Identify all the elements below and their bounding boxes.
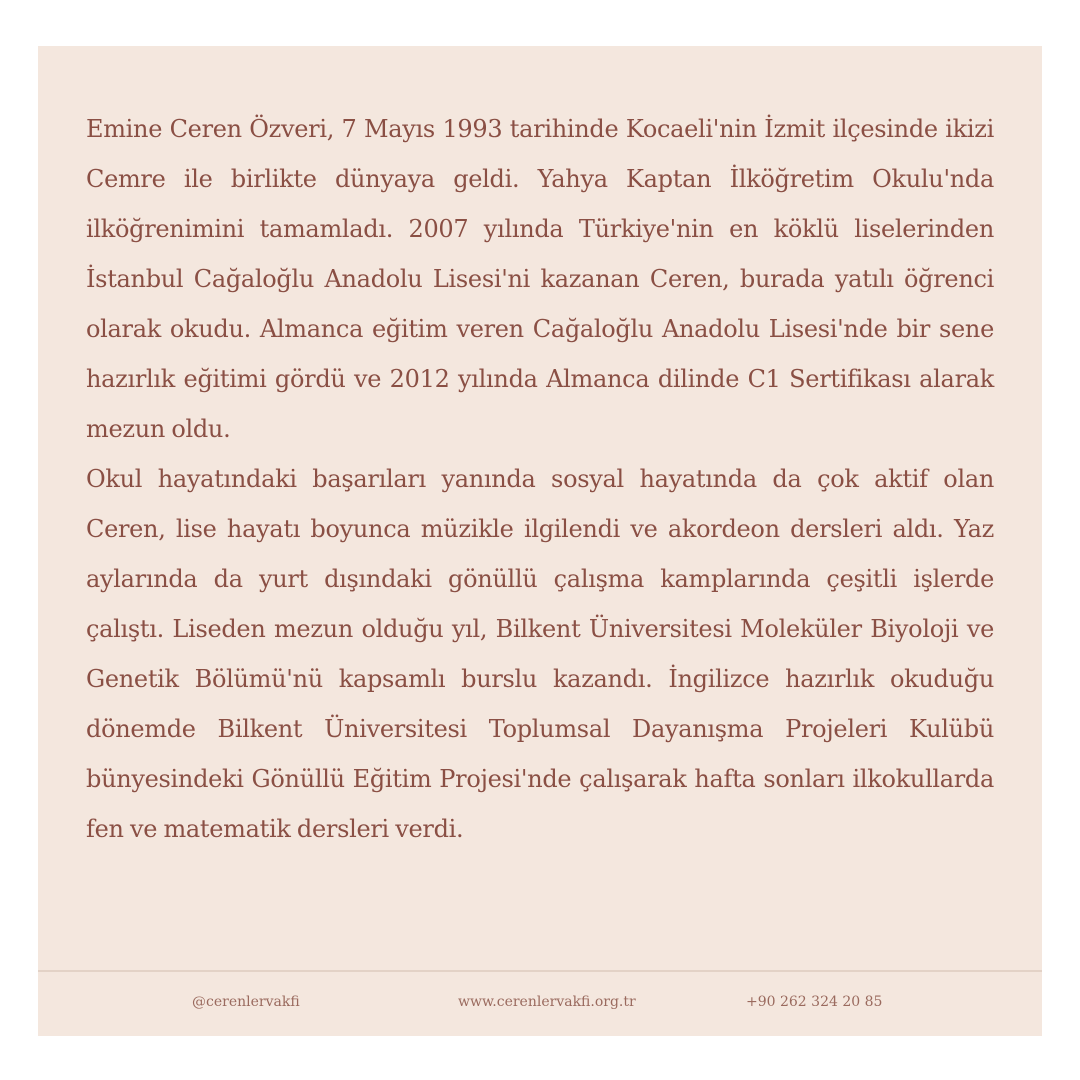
footer-website: www.cerenlervakfi.org.tr [458,994,636,1010]
footer-divider [38,970,1042,972]
biography-text [86,104,994,854]
biography-paragraph-2: Okul hayatındaki başarıları yanında sosyal hayatında da çok aktif olan Ceren, lise hayatı boyunca müzikle ilgilendi ve akordeon dersleri aldı. Yaz aylarında da yurt dışındaki gönüllü çalışma kamplarında çeşitli işlerde çalıştı. Liseden mezun olduğu yıl, Bilkent Üniversitesi Moleküler Biyoloji ve Genetik Bölümü'nü kapsamlı burslu kazandı. İngilizce hazırlık okuduğu dönemde Bilkent Üniversitesi Toplumsal Dayanışma Projeleri Kulübü bünyesindeki Gönüllü Eğitim Projesi'nde çalışarak hafta sonları ilkokullarda fen ve matematik dersleri verdi. [86,465,994,843]
footer-social-handle: @cerenlervakfi [192,994,300,1010]
document-card [38,46,1042,1036]
footer-phone: +90 262 324 20 85 [746,994,883,1010]
biography-paragraph-1: Emine Ceren Özveri, 7 Mayıs 1993 tarihinde Kocaeli'nin İzmit ilçesinde ikizi Cemre ile birlikte dünyaya geldi. Yahya Kaptan İlköğretim Okulu'nda ilköğrenimini tamamladı. 2007 yılında Türkiye'nin en köklü liselerinden İstanbul Cağaloğlu Anadolu Lisesi'ni kazanan Ceren, burada yatılı öğrenci olarak okudu. Almanca eğitim veren Cağaloğlu Anadolu Lisesi'nde bir sene hazırlık eğitimi gördü ve 2012 yılında Almanca dilinde C1 Sertifikası alarak mezun oldu. [86,115,994,443]
